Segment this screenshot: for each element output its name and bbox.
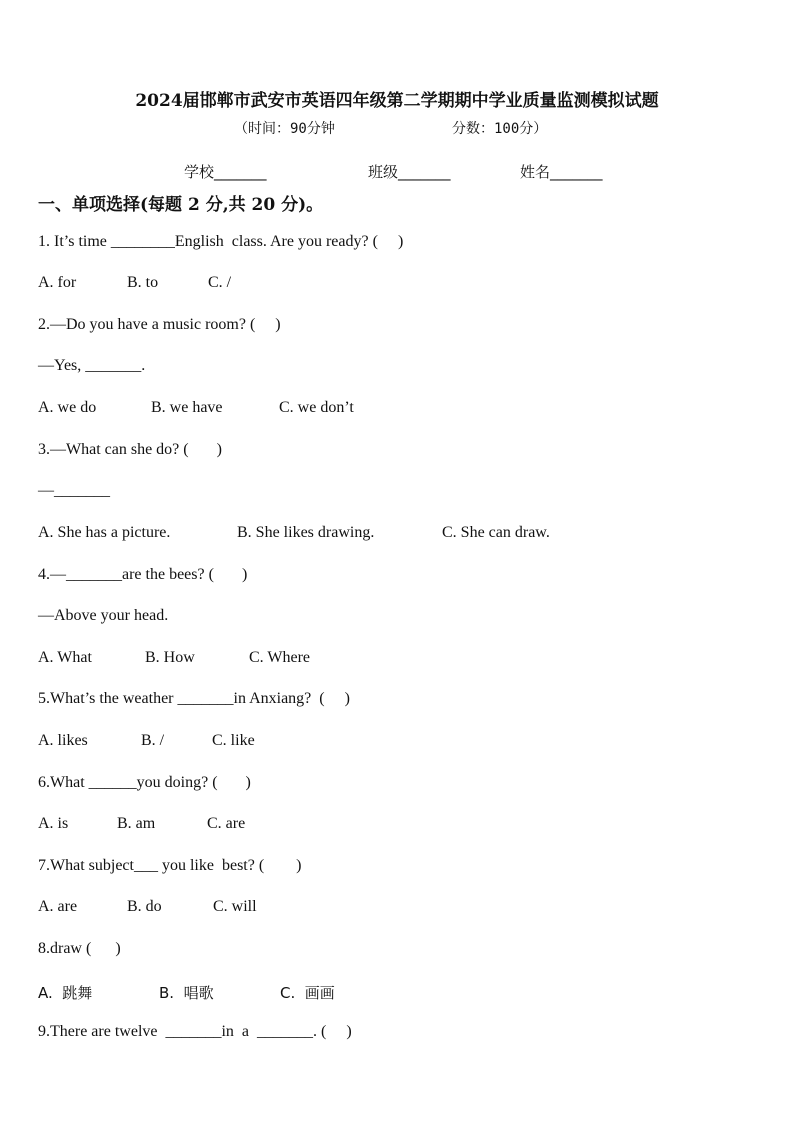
option-c: C. will bbox=[213, 898, 257, 915]
class-field: 班级_______ bbox=[368, 163, 451, 181]
option-b: B. 唱歌 bbox=[159, 984, 214, 1002]
option-a: A. likes bbox=[38, 732, 88, 749]
option-c: C. are bbox=[207, 815, 246, 832]
option-c: C. Where bbox=[249, 649, 311, 666]
option-a: A. for bbox=[38, 274, 77, 291]
question-line: 2.—Do you have a music room? ( ) bbox=[38, 316, 281, 333]
option-a: A. we do bbox=[38, 399, 97, 416]
question-line: 6.What ______you doing? ( ) bbox=[38, 774, 251, 791]
exam-score: 分数：100分） bbox=[452, 121, 548, 137]
option-b: B. How bbox=[145, 649, 195, 666]
option-b: B. to bbox=[127, 274, 159, 291]
option-b: B. we have bbox=[151, 399, 223, 416]
question-line: 8.draw ( ) bbox=[38, 940, 121, 957]
answer-line: —Yes, _______. bbox=[38, 357, 146, 374]
section-title: 一、单项选择(每题 2 分,共 20 分)。 bbox=[38, 195, 324, 215]
option-b: B. do bbox=[127, 898, 162, 915]
question-line: 4.—_______are the bees? ( ) bbox=[38, 566, 248, 583]
option-b: B. / bbox=[141, 732, 165, 749]
option-a: A. is bbox=[38, 815, 69, 832]
option-c: C. like bbox=[212, 732, 255, 749]
question-line: 9.There are twelve _______in a _______. ( ) bbox=[38, 1023, 352, 1040]
option-a: A. She has a picture. bbox=[38, 524, 171, 541]
option-c: C. / bbox=[208, 274, 232, 291]
exam-time: （时间：90分钟 bbox=[234, 121, 335, 137]
question-line: 1. It’s time ________English class. Are you ready? ( ) bbox=[38, 233, 404, 250]
question-line: 5.What’s the weather _______in Anxiang? ( ) bbox=[38, 690, 350, 707]
question-line: 3.—What can she do? ( ) bbox=[38, 441, 222, 458]
option-c: C. we don’t bbox=[279, 399, 354, 416]
option-b: B. She likes drawing. bbox=[237, 524, 375, 541]
option-a: A. 跳舞 bbox=[38, 984, 93, 1002]
school-field: 学校_______ bbox=[184, 163, 267, 181]
answer-line: —_______ bbox=[38, 482, 110, 499]
question-line: 7.What subject___ you like best? ( ) bbox=[38, 857, 302, 874]
option-c: C. 画画 bbox=[280, 984, 335, 1002]
option-a: A. What bbox=[38, 649, 92, 666]
answer-line: —Above your head. bbox=[38, 607, 169, 624]
option-a: A. are bbox=[38, 898, 78, 915]
name-field: 姓名_______ bbox=[520, 163, 603, 181]
option-b: B. am bbox=[117, 815, 156, 832]
option-c: C. She can draw. bbox=[442, 524, 550, 541]
exam-title: 2024届邯郸市武安市英语四年级第二学期期中学业质量监测模拟试题 bbox=[135, 91, 659, 111]
